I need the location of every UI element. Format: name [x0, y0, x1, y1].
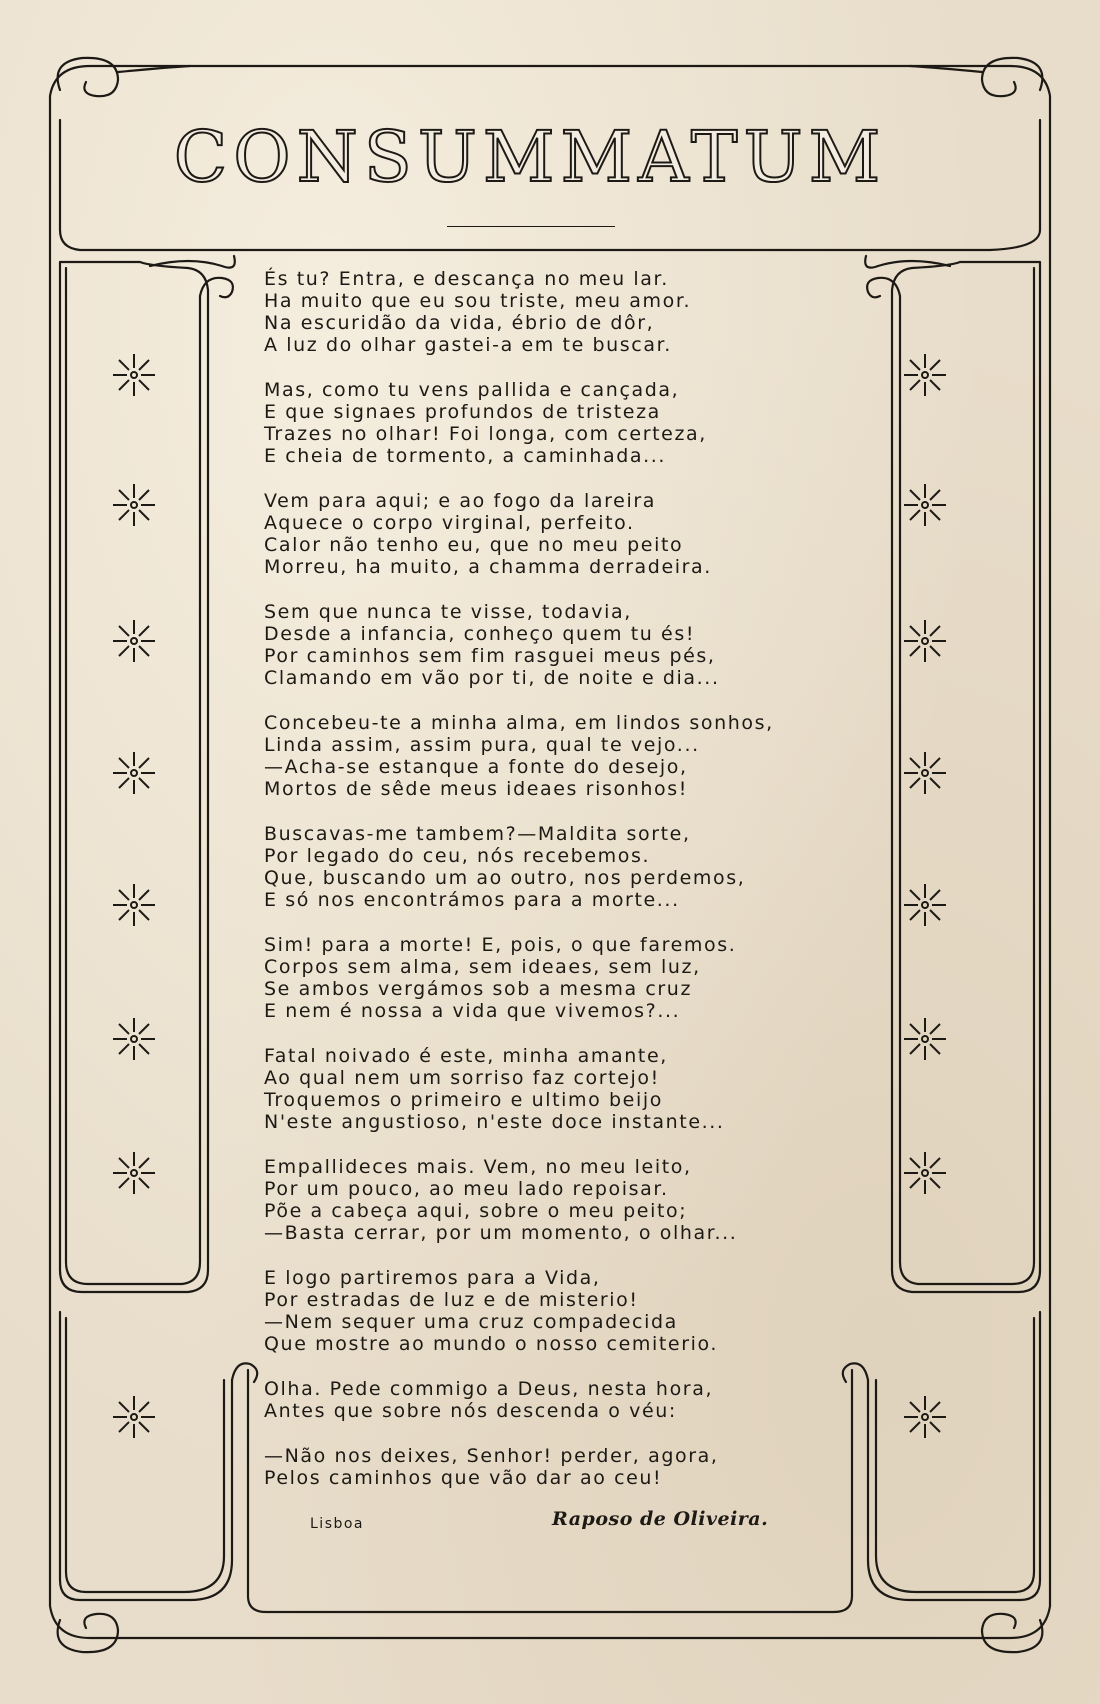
stanza [264, 268, 804, 356]
verse-line: Trazes no olhar! Foi longa, com certeza, [264, 423, 707, 445]
verse-line: E cheia de tormento, a caminhada... [264, 445, 667, 467]
verse-line: Buscavas-me tambem?—Maldita sorte, [264, 823, 691, 845]
flower-ornament-icon [900, 1392, 950, 1442]
flower-ornament-icon [109, 1014, 159, 1064]
title-divider [447, 226, 615, 227]
flower-ornament-icon [900, 1014, 950, 1064]
verse-line: Olha. Pede commigo a Deus, nesta hora, [264, 1378, 714, 1400]
verse-line: Aquece o corpo virginal, perfeito. [264, 512, 635, 534]
verse-line: N'este angustioso, n'este doce instante... [264, 1111, 725, 1133]
stanza [264, 823, 804, 911]
flower-ornament-icon [900, 748, 950, 798]
verse-line: Corpos sem alma, sem ideaes, sem luz, [264, 956, 701, 978]
stanza [264, 1156, 804, 1244]
flower-ornament-icon [900, 1148, 950, 1198]
verse-line: Mas, como tu vens pallida e cançada, [264, 379, 680, 401]
verse-line: És tu? Entra, e descança no meu lar. [264, 268, 669, 290]
verse-line: Ha muito que eu sou triste, meu amor. [264, 290, 692, 312]
verse-line: A luz do olhar gastei-a em te buscar. [264, 334, 672, 356]
flower-ornament-icon [109, 350, 159, 400]
verse-line: E só nos encontrámos para a morte... [264, 889, 680, 911]
verse-line: Por estradas de luz e de misterio! [264, 1289, 639, 1311]
verse-line: —Não nos deixes, Senhor! perder, agora, [264, 1445, 719, 1467]
verse-line: Ao qual nem um sorriso faz cortejo! [264, 1067, 660, 1089]
verse-line: Linda assim, assim pura, qual te vejo... [264, 734, 700, 756]
verse-line: Clamando em vão por ti, de noite e dia... [264, 667, 720, 689]
verse-line: Por um pouco, ao meu lado repoisar. [264, 1178, 669, 1200]
stanza [264, 1267, 804, 1355]
verse-line: E nem é nossa a vida que vivemos?... [264, 1000, 681, 1022]
verse-line: E que signaes profundos de tristeza [264, 401, 661, 423]
verse-line: E logo partiremos para a Vida, [264, 1267, 601, 1289]
stanza [264, 1378, 804, 1422]
verse-line: Troquemos o primeiro e ultimo beijo [264, 1089, 663, 1111]
stanza [264, 1445, 804, 1489]
flower-ornament-icon [900, 480, 950, 530]
verse-line: —Basta cerrar, por um momento, o olhar... [264, 1222, 738, 1244]
verse-line: Morreu, ha muito, a chamma derradeira. [264, 556, 712, 578]
flower-ornament-icon [900, 350, 950, 400]
verse-line: Se ambos vergámos sob a mesma cruz [264, 978, 693, 1000]
poem-title: CONSUMMATUM [173, 116, 887, 198]
flower-ornament-icon [109, 616, 159, 666]
verse-line: Põe a cabeça aqui, sobre o meu peito; [264, 1200, 688, 1222]
flower-ornament-icon [109, 480, 159, 530]
flower-ornament-icon [109, 1148, 159, 1198]
verse-line: Antes que sobre nós descenda o véu: [264, 1400, 677, 1422]
poem-body [264, 268, 804, 1512]
stanza [264, 601, 804, 689]
verse-line: Sem que nunca te visse, todavia, [264, 601, 632, 623]
verse-line: Fatal noivado é este, minha amante, [264, 1045, 668, 1067]
verse-line: —Nem sequer uma cruz compadecida [264, 1311, 678, 1333]
flower-ornament-icon [900, 616, 950, 666]
flower-ornament-icon [109, 1392, 159, 1442]
flower-ornament-icon [109, 880, 159, 930]
verse-line: Mortos de sêde meus ideaes risonhos! [264, 778, 688, 800]
verse-line: Na escuridão da vida, ébrio de dôr, [264, 312, 655, 334]
stanza [264, 712, 804, 800]
author-signature: Raposo de Oliveira. [552, 1508, 769, 1530]
verse-line: Calor não tenho eu, que no meu peito [264, 534, 684, 556]
verse-line: Por caminhos sem fim rasguei meus pés, [264, 645, 716, 667]
verse-line: Por legado do ceu, nós recebemos. [264, 845, 651, 867]
verse-line: Pelos caminhos que vão dar ao ceu! [264, 1467, 663, 1489]
verse-line: Empallideces mais. Vem, no meu leito, [264, 1156, 692, 1178]
stanza [264, 934, 804, 1022]
verse-line: Concebeu-te a minha alma, em lindos sonhos, [264, 712, 774, 734]
place-of-writing: Lisboa [310, 1516, 365, 1532]
stanza [264, 1045, 804, 1133]
verse-line: Desde a infancia, conheço quem tu és! [264, 623, 696, 645]
verse-line: Que mostre ao mundo o nosso cemiterio. [264, 1333, 719, 1355]
verse-line: Vem para aqui; e ao fogo da lareira [264, 490, 656, 512]
stanza [264, 379, 804, 467]
flower-ornament-icon [109, 748, 159, 798]
verse-line: Sim! para a morte! E, pois, o que faremos. [264, 934, 737, 956]
flower-ornament-icon [900, 880, 950, 930]
verse-line: —Acha-se estanque a fonte do desejo, [264, 756, 688, 778]
verse-line: Que, buscando um ao outro, nos perdemos, [264, 867, 746, 889]
stanza [264, 490, 804, 578]
